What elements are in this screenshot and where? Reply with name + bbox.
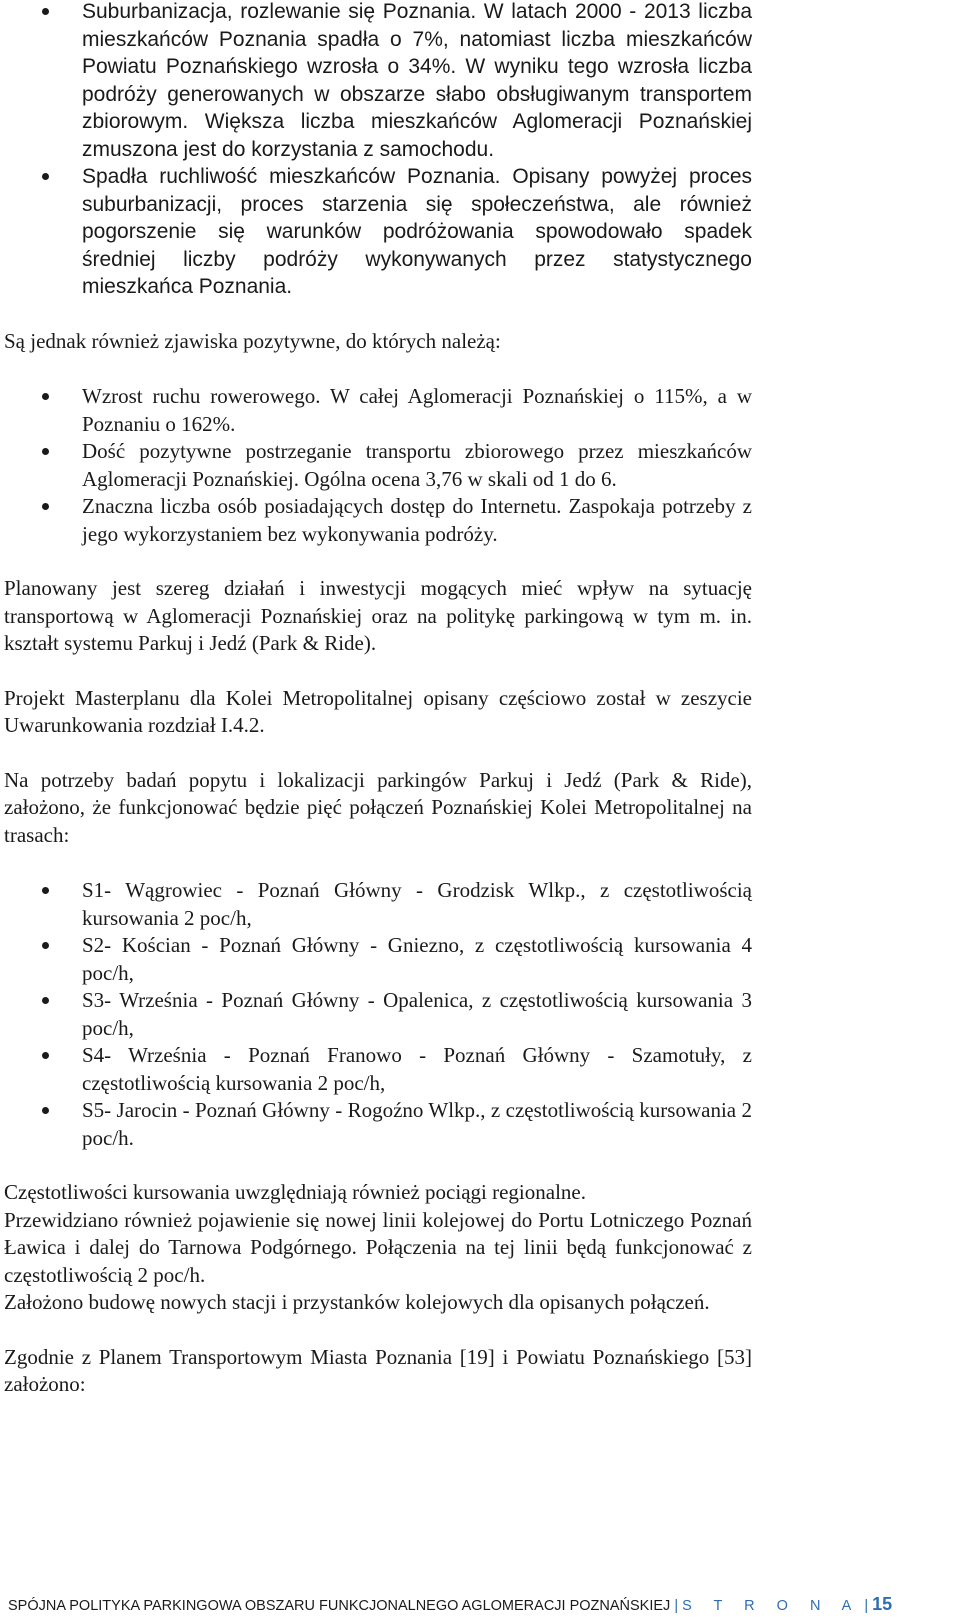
footer-page-word: S T R O N A <box>682 1598 861 1614</box>
list-item: Znaczna liczba osób posiadających dostęp do Internetu. Zaspokaja potrzeby z jego wykorzystaniem bez wykonywania podróży. <box>4 493 752 548</box>
footer-title: SPÓJNA POLITYKA PARKINGOWA OBSZARU FUNKCJONALNEGO AGLOMERACJI POZNAŃSKIEJ <box>8 1598 671 1614</box>
paragraph-positive-intro: Są jednak również zjawiska pozytywne, do których należą: <box>4 328 501 353</box>
paragraph-transport-plan: Zgodnie z Planem Transportowym Miasta Poznania [19] i Powiatu Poznańskiego [53] założono: <box>4 1344 752 1396</box>
list-item: S3- Września - Poznań Główny - Opalenica, z częstotliwością kursowania 3 poc/h, <box>4 987 752 1042</box>
paragraph-planned-actions: Planowany jest szereg działań i inwestycji mogących mieć wpływ na sytuację transportową w Aglomeracji Poznańskiej oraz na politykę parkingową w tym m. in. kształt systemu Parkuj i Jedź (Park & Ride). <box>4 576 752 655</box>
paragraph-masterplan: Projekt Masterplanu dla Kolei Metropolitalnej opisany częściowo został w zeszycie Uwarunkowania rozdział I.4.2. <box>4 685 752 737</box>
routes-list <box>4 877 752 1152</box>
paragraph-frequency-regional: Częstotliwości kursowania uwzględniają również pociągi regionalne. <box>4 1180 586 1204</box>
problems-list <box>4 0 752 301</box>
page-number: 15 <box>872 1594 893 1614</box>
page-footer <box>8 1594 958 1615</box>
footer-page-separator: | <box>864 1598 869 1614</box>
paragraph-new-stations: Założono budowę nowych stacji i przystanków kolejowych dla opisanych połączeń. <box>4 1290 710 1314</box>
page-content <box>4 0 752 1399</box>
list-item: Spadła ruchliwość mieszkańców Poznania. Opisany powyżej proces suburbanizacji, proces starzenia się społeczeństwa, ale również pogorszenie się warunków podróżowania spowodowało spadek średniej liczby podróży wykonywanych przez statystycznego mieszkańca Poznania. <box>4 163 752 301</box>
paragraph-airport-line: Przewidziano również pojawienie się nowej linii kolejowej do Portu Lotniczego Poznań Ławica i dalej do Tarnowa Podgórnego. Połączenia na tej linii będą funkcjonować z częstotliwością 2 poc/h. <box>4 1207 752 1287</box>
list-item: S2- Kościan - Poznań Główny - Gniezno, z częstotliwością kursowania 4 poc/h, <box>4 932 752 987</box>
list-item: S4- Września - Poznań Franowo - Poznań Główny - Szamotuły, z częstotliwością kursowania 2 poc/h, <box>4 1042 752 1097</box>
footer-separator: | <box>674 1598 679 1614</box>
list-item: S5- Jarocin - Poznań Główny - Rogoźno Wlkp., z częstotliwością kursowania 2 poc/h. <box>4 1097 752 1152</box>
positive-list <box>4 383 752 548</box>
list-item: S1- Wągrowiec - Poznań Główny - Grodzisk Wlkp., z częstotliwością kursowania 2 poc/h, <box>4 877 752 932</box>
paragraph-research-assumptions: Na potrzeby badań popytu i lokalizacji parkingów Parkuj i Jedź (Park & Ride), założono, że funkcjonować będzie pięć połączeń Poznańskiej Kolei Metropolitalnej na trasach: <box>4 767 752 847</box>
list-item: Suburbanizacja, rozlewanie się Poznania. W latach 2000 - 2013 liczba mieszkańców Poznania spadła o 7%, natomiast liczba mieszkańców Powiatu Poznańskiego wzrosła o 34%. W wyniku tego wzrosła liczba podróży generowanych w obszarze słabo obsługiwanym transportem zbiorowym. Większa liczba mieszkańców Aglomeracji Poznańskiej zmuszona jest do korzystania z samochodu. <box>4 0 752 163</box>
list-item: Dość pozytywne postrzeganie transportu zbiorowego przez mieszkańców Aglomeracji Poznańskiej. Ogólna ocena 3,76 w skali od 1 do 6. <box>4 438 752 493</box>
list-item: Wzrost ruchu rowerowego. W całej Aglomeracji Poznańskiej o 115%, a w Poznaniu o 162%. <box>4 383 752 438</box>
